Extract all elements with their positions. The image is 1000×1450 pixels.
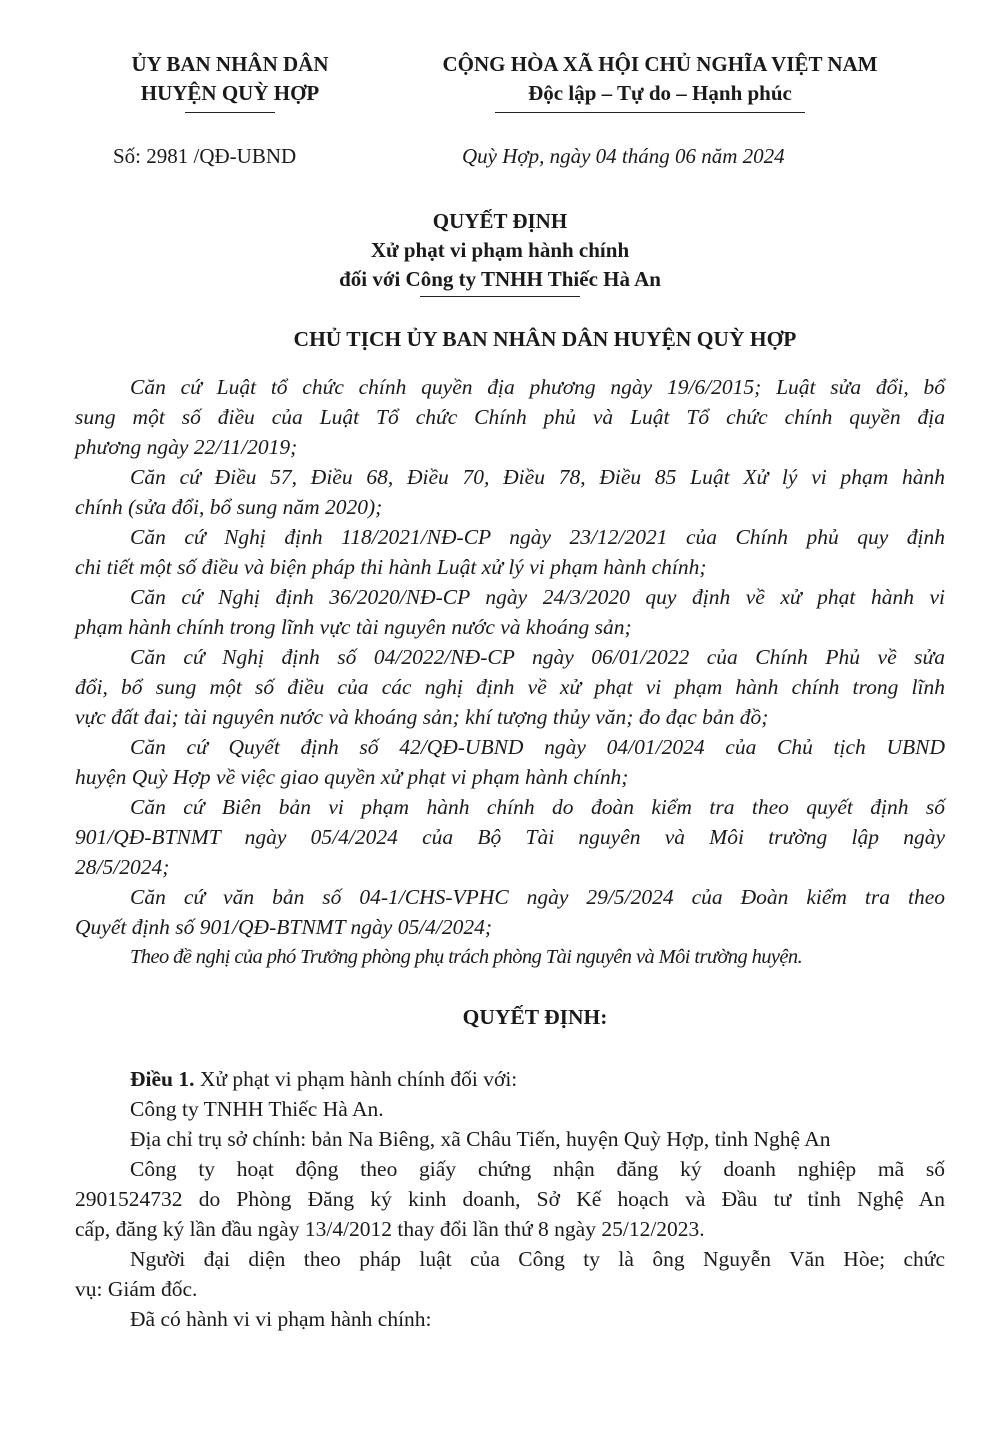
issuing-agency: [95, 50, 365, 108]
preamble-line: phạm hành chính trong lĩnh vực tài nguyên nước và khoáng sản;: [75, 615, 632, 639]
agency-underline: [185, 112, 275, 113]
preamble-line: 901/QĐ-BTNMT ngày 05/4/2024 của Bộ Tài nguyên và Môi trường lập ngày: [75, 825, 945, 849]
preamble-item: [75, 462, 945, 522]
preamble-line: Căn cứ Quyết định số 42/QĐ-UBND ngày 04/01/2024 của Chủ tịch UBND: [130, 735, 945, 759]
national-motto: [400, 50, 920, 108]
preamble-line: vực đất đai; tài nguyên nước và khoáng sản; khí tượng thủy văn; đo đạc bản đồ;: [75, 705, 769, 729]
place-date: Quỳ Hợp, ngày 04 tháng 06 năm 2024: [462, 144, 785, 168]
preamble-line: phương ngày 22/11/2019;: [75, 435, 298, 459]
company-name: Công ty TNHH Thiếc Hà An.: [130, 1097, 384, 1121]
document-title: [150, 207, 850, 294]
preamble-item: [75, 942, 945, 972]
registration-line: 2901524732 do Phòng Đăng ký kinh doanh, Sở Kế hoạch và Đầu tư tỉnh Nghệ An: [75, 1187, 945, 1211]
preamble-line: Căn cứ Nghị định 36/2020/NĐ-CP ngày 24/3/2020 quy định về xử phạt hành vi: [130, 585, 945, 609]
preamble-item: [75, 882, 945, 942]
representative-line: Người đại diện theo pháp luật của Công ty là ông Nguyễn Văn Hòe; chức: [130, 1247, 945, 1271]
preamble-line: đổi, bổ sung một số điều của các nghị định về xử phạt vi phạm hành chính trong lĩnh: [75, 675, 945, 699]
article-1-label: Điều 1.: [130, 1067, 195, 1091]
preamble-item: [75, 792, 945, 882]
title-line-2: Xử phạt vi phạm hành chính: [370, 238, 630, 262]
agency-line-1: ỦY BAN NHÂN DÂN: [131, 52, 329, 76]
preamble-item: [75, 522, 945, 582]
preamble-line: chi tiết một số điều và biện pháp thi hành Luật xử lý vi phạm hành chính;: [75, 555, 707, 579]
preamble-line: Quyết định số 901/QĐ-BTNMT ngày 05/4/2024;: [75, 915, 493, 939]
preamble-item: [75, 642, 945, 732]
title-line-1: QUYẾT ĐỊNH: [432, 209, 568, 233]
preamble-line: Căn cứ Biên bản vi phạm hành chính do đoàn kiểm tra theo quyết định số: [130, 795, 945, 819]
company-address: Địa chỉ trụ sở chính: bản Na Biêng, xã Châu Tiến, huyện Quỳ Hợp, tỉnh Nghệ An: [130, 1127, 831, 1151]
decision-heading: QUYẾT ĐỊNH:: [462, 1005, 608, 1029]
article-1-intro-text: Xử phạt vi phạm hành chính đối với:: [194, 1067, 518, 1091]
nation-line-1: CỘNG HÒA XÃ HỘI CHỦ NGHĨA VIỆT NAM: [442, 52, 878, 76]
preamble: [75, 372, 945, 972]
preamble-line: Căn cứ Nghị định số 04/2022/NĐ-CP ngày 06/01/2022 của Chính Phủ về sửa: [130, 645, 945, 669]
nation-line-2: Độc lập – Tự do – Hạnh phúc: [528, 81, 792, 105]
registration-line: Công ty hoạt động theo giấy chứng nhận đăng ký doanh nghiệp mã số: [130, 1157, 945, 1181]
preamble-line: Căn cứ Điều 57, Điều 68, Điều 70, Điều 78, Điều 85 Luật Xử lý vi phạm hành: [130, 465, 945, 489]
authority-heading: CHỦ TỊCH ỦY BAN NHÂN DÂN HUYỆN QUỲ HỢP: [293, 327, 797, 351]
preamble-line: huyện Quỳ Hợp về việc giao quyền xử phạt vi phạm hành chính;: [75, 765, 629, 789]
article-1: [75, 1064, 945, 1334]
preamble-item: [75, 732, 945, 792]
motto-underline: [495, 112, 805, 113]
preamble-line: chính (sửa đổi, bổ sung năm 2020);: [75, 495, 383, 519]
preamble-line: Căn cứ Nghị định 118/2021/NĐ-CP ngày 23/12/2021 của Chính phủ quy định: [130, 525, 945, 549]
preamble-line: 28/5/2024;: [75, 855, 170, 879]
title-underline: [420, 296, 580, 297]
document-number: Số: 2981 /QĐ-UBND: [113, 144, 297, 168]
preamble-line: sung một số điều của Luật Tổ chức Chính phủ và Luật Tổ chức chính quyền địa: [75, 405, 945, 429]
agency-line-2: HUYỆN QUỲ HỢP: [140, 81, 320, 105]
preamble-line: Theo đề nghị của phó Trưởng phòng phụ trách phòng Tài nguyên và Môi trường huyện.: [130, 946, 803, 968]
violation-intro: Đã có hành vi vi phạm hành chính:: [130, 1307, 432, 1331]
preamble-line: Căn cứ văn bản số 04-1/CHS-VPHC ngày 29/5/2024 của Đoàn kiểm tra theo: [130, 885, 945, 909]
preamble-item: [75, 372, 945, 462]
title-line-3: đối với Công ty TNHH Thiếc Hà An: [339, 267, 661, 291]
article-1-intro: [75, 1064, 945, 1094]
preamble-line: Căn cứ Luật tổ chức chính quyền địa phương ngày 19/6/2015; Luật sửa đổi, bổ: [130, 375, 945, 399]
preamble-item: [75, 582, 945, 642]
representative-line: vụ: Giám đốc.: [75, 1277, 198, 1301]
registration-line: cấp, đăng ký lần đầu ngày 13/4/2012 thay đổi lần thứ 8 ngày 25/12/2023.: [75, 1217, 705, 1241]
